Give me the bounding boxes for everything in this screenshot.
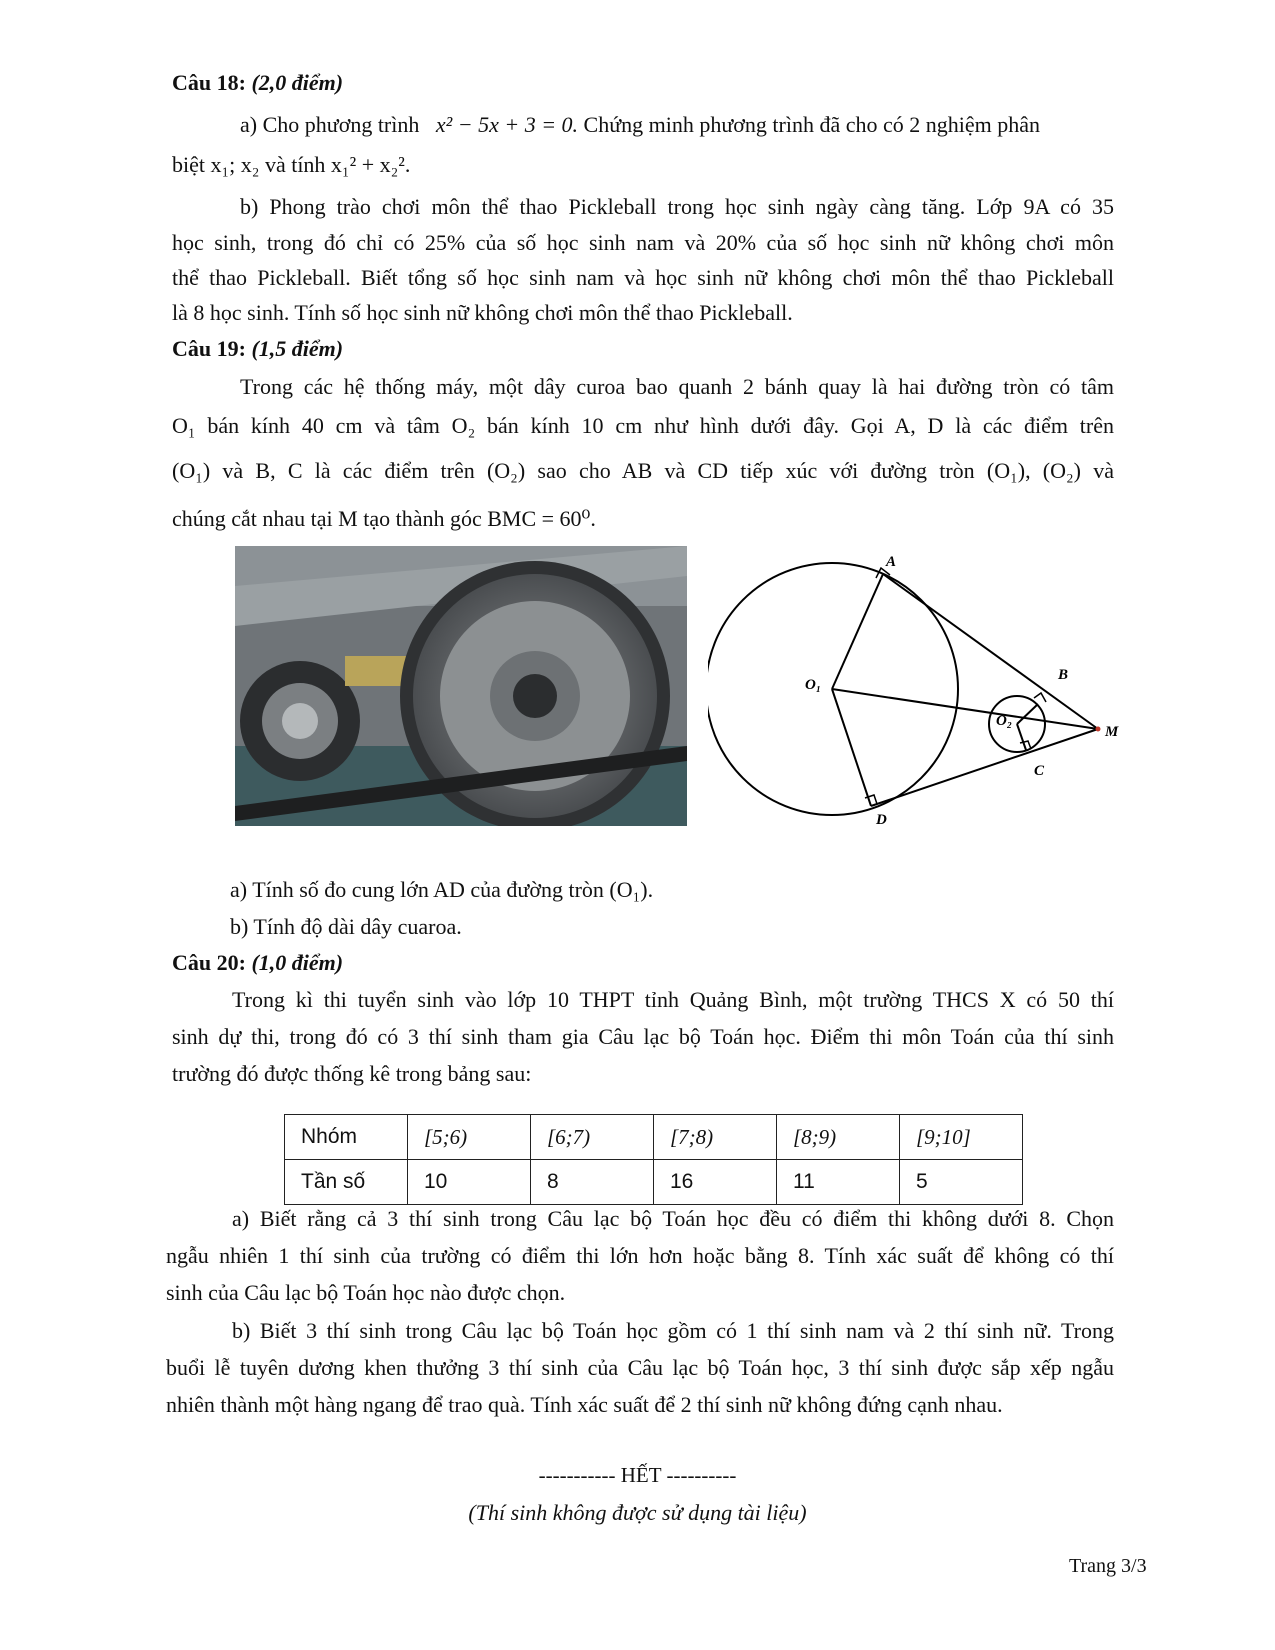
label-b: B bbox=[1058, 667, 1069, 683]
q20-heading bbox=[172, 950, 343, 976]
q19-b: b) Tính độ dài dây cuaroa. bbox=[230, 914, 462, 939]
table-cell: 5 bbox=[900, 1160, 1023, 1205]
q20-b-line: nhiên thành một hàng ngang để trao quà. Tính xác suất để 2 thí sinh nữ không đứng cạnh nhau. bbox=[166, 1392, 1003, 1417]
table-cell: 11 bbox=[777, 1160, 900, 1205]
label-c: C bbox=[1034, 763, 1045, 779]
q18-b-line: học sinh, trong đó chỉ có 25% của số học sinh nam và 20% của số học sinh nữ không chơi môn bbox=[172, 230, 1114, 255]
table-row bbox=[285, 1160, 1023, 1205]
q19-intro-line: chúng cắt nhau tại M tạo thành góc BMC = 60⁰. bbox=[172, 506, 596, 531]
q18-heading bbox=[172, 70, 343, 96]
tangent-circles-figure bbox=[708, 556, 1138, 836]
label-a: A bbox=[886, 556, 897, 570]
label-o2: O₂ bbox=[996, 713, 1013, 729]
q18-a-prefix: a) Cho phương trình bbox=[240, 112, 420, 137]
end-marker: ----------- HẾT ---------- bbox=[538, 1463, 737, 1487]
pulley-photo bbox=[235, 546, 687, 826]
table-cell: [7;8) bbox=[654, 1115, 777, 1160]
q20-points: (1,0 điểm) bbox=[251, 950, 344, 975]
table-row bbox=[285, 1115, 1023, 1160]
q18-a-equation: x² − 5x + 3 = 0. bbox=[435, 112, 579, 137]
q20-intro-line: Trong kì thi tuyển sinh vào lớp 10 THPT tỉnh Quảng Bình, một trường THCS X có 50 thí bbox=[232, 987, 1114, 1012]
q18-b-line: là 8 học sinh. Tính số học sinh nữ không chơi môn thể thao Pickleball. bbox=[172, 300, 793, 325]
q19-intro-line: O₁ bán kính 40 cm và tâm O₂ bán kính 10 cm như hình dưới đây. Gọi A, D là các điểm trên bbox=[172, 413, 1114, 438]
q20-intro-line: trường đó được thống kê trong bảng sau: bbox=[172, 1061, 532, 1086]
table-cell: 16 bbox=[654, 1160, 777, 1205]
label-d: D bbox=[876, 812, 887, 828]
q18-a-line1 bbox=[240, 112, 1040, 138]
q19-points: (1,5 điểm) bbox=[251, 336, 344, 361]
q20-a-line: sinh của Câu lạc bộ Toán học nào được chọn. bbox=[166, 1280, 566, 1305]
q20-a-line: a) Biết rằng cả 3 thí sinh trong Câu lạc bộ Toán học đều có điểm thi không dưới 8. Chọn bbox=[232, 1206, 1114, 1231]
table-cell: 8 bbox=[531, 1160, 654, 1205]
q18-a-suffix: Chứng minh phương trình đã cho có 2 nghiệm phân bbox=[583, 112, 1041, 137]
table-cell: [5;6) bbox=[408, 1115, 531, 1160]
table-cell: [6;7) bbox=[531, 1115, 654, 1160]
q18-b-line: b) Phong trào chơi môn thể thao Pickleball trong học sinh ngày càng tăng. Lớp 9A có 35 bbox=[240, 194, 1114, 219]
table-cell: Tần số bbox=[285, 1160, 408, 1205]
table-cell: [9;10] bbox=[900, 1115, 1023, 1160]
q18-b-line: thể thao Pickleball. Biết tổng số học sinh nam và học sinh nữ không chơi môn thể thao Pickleball bbox=[172, 265, 1114, 290]
table-cell: 10 bbox=[408, 1160, 531, 1205]
q19-title: Câu 19: bbox=[172, 336, 246, 361]
q19-intro-line: (O₁) và B, C là các điểm trên (O₂) sao cho AB và CD tiếp xúc với đường tròn (O₁), (O₂) và bbox=[172, 458, 1114, 483]
q20-b-line: b) Biết 3 thí sinh trong Câu lạc bộ Toán học gồm có 1 thí sinh nam và 2 thí sinh nữ. Trong bbox=[232, 1318, 1114, 1343]
q19-intro-line: Trong các hệ thống máy, một dây curoa bao quanh 2 bánh quay là hai đường tròn có tâm bbox=[240, 374, 1114, 399]
q20-title: Câu 20: bbox=[172, 950, 246, 975]
page-number: Trang 3/3 bbox=[1069, 1555, 1147, 1577]
table-cell: [8;9) bbox=[777, 1115, 900, 1160]
frequency-table bbox=[284, 1114, 1023, 1205]
q19-heading bbox=[172, 336, 343, 362]
label-m: M bbox=[1105, 724, 1119, 740]
q18-a-line2: biệt x₁; x₂ và tính x₁² + x₂². bbox=[172, 152, 411, 177]
table-cell: Nhóm bbox=[285, 1115, 408, 1160]
q19-a: a) Tính số đo cung lớn AD của đường tròn (O₁). bbox=[230, 877, 654, 902]
q20-intro-line: sinh dự thi, trong đó có 3 thí sinh tham gia Câu lạc bộ Toán học. Điểm thi môn Toán của thí sinh bbox=[172, 1024, 1114, 1049]
label-o1: O₁ bbox=[805, 677, 822, 693]
q18-points: (2,0 điểm) bbox=[251, 70, 344, 95]
q20-b-line: buổi lễ tuyên dương khen thưởng 3 thí sinh của Câu lạc bộ Toán học, 3 thí sinh được sắp xếp ngẫu bbox=[166, 1355, 1114, 1380]
footer-note: (Thí sinh không được sử dụng tài liệu) bbox=[468, 1500, 807, 1525]
q18-title: Câu 18: bbox=[172, 70, 246, 95]
q20-a-line: ngẫu nhiên 1 thí sinh của trường có điểm thi lớn hơn hoặc bằng 8. Tính xác suất để không có thí bbox=[166, 1243, 1114, 1268]
